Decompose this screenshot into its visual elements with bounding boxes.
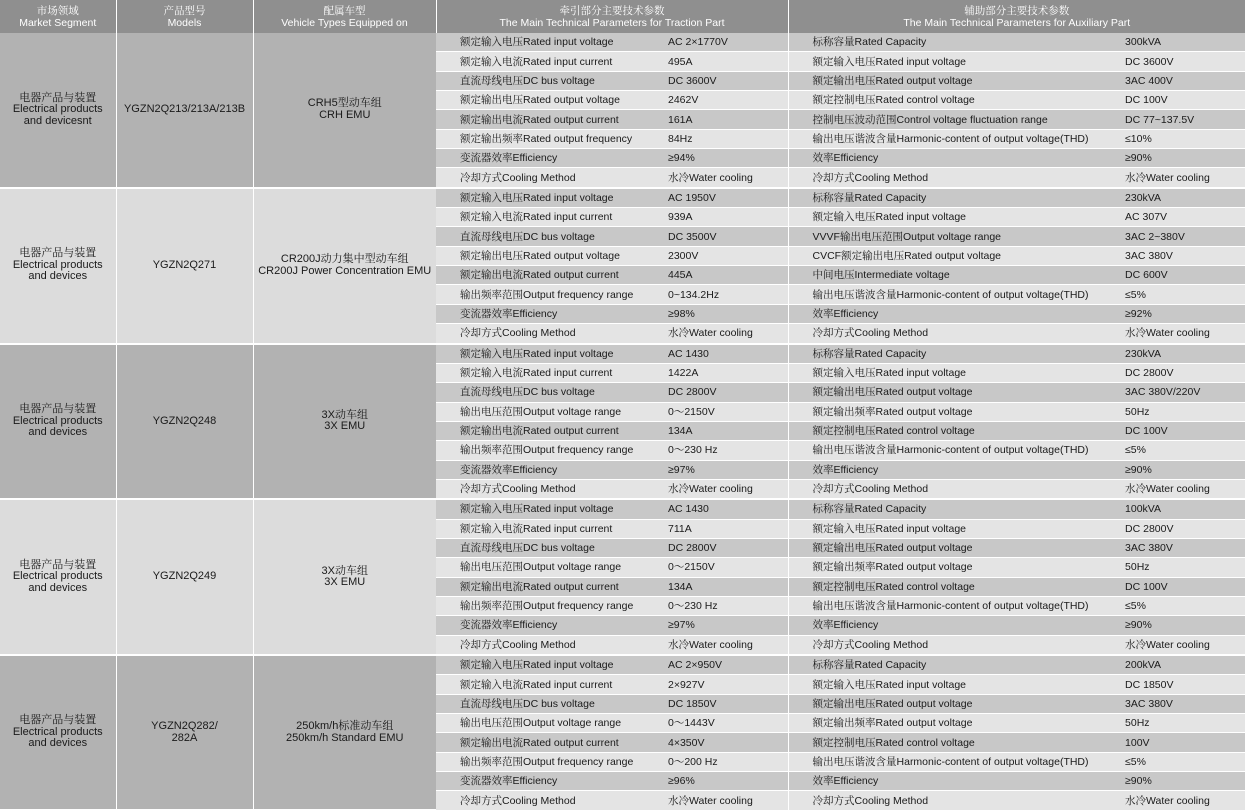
traction-param-value: 2×927V xyxy=(660,675,788,694)
model-cell xyxy=(116,499,253,655)
auxiliary-param-value: ≥90% xyxy=(1117,460,1245,479)
auxiliary-param-name: 额定输出电压Rated output voltage xyxy=(788,71,1117,90)
traction-param-name: 输出频率范围Output frequency range xyxy=(436,441,660,460)
vehicle-type-text: 3X EMU xyxy=(324,420,366,433)
auxiliary-param-name: 额定输出频率Rated output voltage xyxy=(788,558,1117,577)
model-text: YGZN2Q249 xyxy=(152,570,217,583)
vehicle-type-cell xyxy=(253,344,436,500)
auxiliary-param-name: 标称容量Rated Capacity xyxy=(788,655,1117,675)
auxiliary-param-value: 230kVA xyxy=(1117,188,1245,208)
header-models: 产品型号 Models xyxy=(116,0,253,33)
auxiliary-param-name: 输出电压谐波含量Harmonic-content of output voltage(THD) xyxy=(788,752,1117,771)
traction-param-name: 冷却方式Cooling Method xyxy=(436,168,660,188)
traction-param-value: 4×350V xyxy=(660,733,788,752)
traction-param-value: 939A xyxy=(660,208,788,227)
traction-param-name: 额定输出电流Rated output current xyxy=(436,577,660,596)
auxiliary-param-value: ≥90% xyxy=(1117,149,1245,168)
auxiliary-param-name: 输出电压谐波含量Harmonic-content of output voltage(THD) xyxy=(788,285,1117,304)
market-segment-text: and devicesnt xyxy=(23,114,92,127)
market-segment-text: and devices xyxy=(28,426,88,439)
auxiliary-param-value: DC 100V xyxy=(1117,577,1245,596)
traction-param-name: 直流母线电压DC bus voltage xyxy=(436,538,660,557)
traction-param-value: 0~134.2Hz xyxy=(660,285,788,304)
auxiliary-param-value: 100kVA xyxy=(1117,499,1245,519)
auxiliary-param-value: DC 100V xyxy=(1117,91,1245,110)
traction-param-name: 额定输入电压Rated input voltage xyxy=(436,344,660,364)
traction-param-name: 额定输出电流Rated output current xyxy=(436,733,660,752)
traction-param-value: AC 1950V xyxy=(660,188,788,208)
vehicle-type-text: CRH5型动车组 xyxy=(307,97,382,110)
traction-param-value: 0〜1443V xyxy=(660,714,788,733)
traction-param-value: ≥96% xyxy=(660,772,788,791)
traction-param-value: AC 2×950V xyxy=(660,655,788,675)
traction-param-value: 水冷Water cooling xyxy=(660,791,788,810)
auxiliary-param-value: 200kVA xyxy=(1117,655,1245,675)
product-group xyxy=(0,188,1245,344)
traction-param-name: 变流器效率Efficiency xyxy=(436,460,660,479)
auxiliary-param-name: 额定输入电压Rated input voltage xyxy=(788,208,1117,227)
traction-param-value: ≥94% xyxy=(660,149,788,168)
auxiliary-param-value: 3AC 380V/220V xyxy=(1117,383,1245,402)
auxiliary-param-name: 输出电压谐波含量Harmonic-content of output voltage(THD) xyxy=(788,596,1117,615)
traction-param-value: 2300V xyxy=(660,246,788,265)
auxiliary-param-name: 冷却方式Cooling Method xyxy=(788,168,1117,188)
product-group xyxy=(0,344,1245,500)
auxiliary-param-value: 水冷Water cooling xyxy=(1117,324,1245,344)
auxiliary-param-value: AC 307V xyxy=(1117,208,1245,227)
traction-param-value: 0〜230 Hz xyxy=(660,441,788,460)
traction-param-value: DC 2800V xyxy=(660,538,788,557)
traction-param-value: 1422A xyxy=(660,363,788,382)
auxiliary-param-value: 水冷Water cooling xyxy=(1117,479,1245,499)
market-segment-text: Electrical products xyxy=(12,570,103,583)
auxiliary-param-value: 3AC 380V xyxy=(1117,246,1245,265)
auxiliary-param-name: 额定输出频率Rated output voltage xyxy=(788,714,1117,733)
auxiliary-param-value: DC 2800V xyxy=(1117,519,1245,538)
traction-param-value: 445A xyxy=(660,266,788,285)
market-segment-text: 电器产品与装置 xyxy=(19,91,97,104)
auxiliary-param-value: ≥92% xyxy=(1117,304,1245,323)
auxiliary-param-value: 水冷Water cooling xyxy=(1117,791,1245,810)
market-segment-text: 电器产品与装置 xyxy=(19,403,97,416)
auxiliary-param-name: 额定控制电压Rated control voltage xyxy=(788,421,1117,440)
traction-param-name: 额定输入电压Rated input voltage xyxy=(436,655,660,675)
auxiliary-param-name: 冷却方式Cooling Method xyxy=(788,791,1117,810)
auxiliary-param-name: 标称容量Rated Capacity xyxy=(788,499,1117,519)
auxiliary-param-name: 标称容量Rated Capacity xyxy=(788,344,1117,364)
auxiliary-param-name: 效率Efficiency xyxy=(788,149,1117,168)
traction-param-value: DC 3600V xyxy=(660,71,788,90)
market-segment-cell xyxy=(0,344,116,500)
market-segment-text: Electrical products xyxy=(12,725,103,738)
auxiliary-param-name: 输出电压谐波含量Harmonic-content of output voltage(THD) xyxy=(788,441,1117,460)
traction-param-name: 额定输出电压Rated output voltage xyxy=(436,91,660,110)
traction-param-value: 134A xyxy=(660,421,788,440)
auxiliary-param-name: 效率Efficiency xyxy=(788,304,1117,323)
model-text: 282A xyxy=(171,731,198,744)
traction-param-name: 输出电压范围Output voltage range xyxy=(436,402,660,421)
model-cell xyxy=(116,188,253,344)
traction-param-name: 输出电压范围Output voltage range xyxy=(436,558,660,577)
traction-param-value: DC 1850V xyxy=(660,694,788,713)
table-row xyxy=(0,499,1245,519)
traction-param-name: 额定输出频率Rated output frequency xyxy=(436,129,660,148)
traction-param-value: 84Hz xyxy=(660,129,788,148)
traction-param-value: AC 2×1770V xyxy=(660,33,788,52)
vehicle-type-text: CR200J Power Concentration EMU xyxy=(258,264,432,277)
traction-param-value: 495A xyxy=(660,52,788,71)
traction-param-name: 冷却方式Cooling Method xyxy=(436,791,660,810)
vehicle-type-text: 3X动车组 xyxy=(321,408,368,421)
auxiliary-param-value: ≤10% xyxy=(1117,129,1245,148)
vehicle-type-text: 3X动车组 xyxy=(321,564,368,577)
traction-param-value: ≥97% xyxy=(660,616,788,635)
traction-param-name: 额定输入电流Rated input current xyxy=(436,52,660,71)
traction-param-name: 冷却方式Cooling Method xyxy=(436,479,660,499)
auxiliary-param-name: 额定控制电压Rated control voltage xyxy=(788,577,1117,596)
auxiliary-param-name: 标称容量Rated Capacity xyxy=(788,33,1117,52)
auxiliary-param-value: ≥90% xyxy=(1117,772,1245,791)
traction-param-name: 变流器效率Efficiency xyxy=(436,304,660,323)
model-cell xyxy=(116,33,253,188)
vehicle-type-cell xyxy=(253,655,436,810)
auxiliary-param-value: 3AC 400V xyxy=(1117,71,1245,90)
market-segment-text: 电器产品与装置 xyxy=(19,558,97,571)
auxiliary-param-value: DC 3600V xyxy=(1117,52,1245,71)
table-row xyxy=(0,655,1245,675)
auxiliary-param-name: 控制电压波动范围Control voltage fluctuation range xyxy=(788,110,1117,129)
auxiliary-param-value: DC 600V xyxy=(1117,266,1245,285)
auxiliary-param-name: 额定输出电压Rated output voltage xyxy=(788,538,1117,557)
auxiliary-param-name: 效率Efficiency xyxy=(788,616,1117,635)
market-segment-text: and devices xyxy=(28,737,88,750)
product-group xyxy=(0,655,1245,810)
header-market-segment: 市场领域 Market Segment xyxy=(0,0,116,33)
header-auxiliary-parameters: 辅助部分主要技术参数 The Main Technical Parameters for Auxiliary Part xyxy=(788,0,1245,33)
market-segment-cell xyxy=(0,188,116,344)
traction-param-name: 输出频率范围Output frequency range xyxy=(436,285,660,304)
traction-param-value: 2462V xyxy=(660,91,788,110)
traction-param-name: 额定输入电流Rated input current xyxy=(436,675,660,694)
traction-param-value: 161A xyxy=(660,110,788,129)
auxiliary-param-value: 50Hz xyxy=(1117,558,1245,577)
auxiliary-param-value: 3AC 2~380V xyxy=(1117,227,1245,246)
traction-param-value: 水冷Water cooling xyxy=(660,635,788,655)
traction-param-name: 额定输入电压Rated input voltage xyxy=(436,499,660,519)
auxiliary-param-value: DC 1850V xyxy=(1117,675,1245,694)
table-header-row xyxy=(0,0,1245,33)
traction-param-name: 额定输出电流Rated output current xyxy=(436,421,660,440)
traction-param-value: 水冷Water cooling xyxy=(660,324,788,344)
header-vehicle-types: 配属车型 Vehicle Types Equipped on xyxy=(253,0,436,33)
auxiliary-param-name: 冷却方式Cooling Method xyxy=(788,479,1117,499)
market-segment-text: Electrical products xyxy=(12,414,103,427)
market-segment-text: 电器产品与装置 xyxy=(19,247,97,260)
auxiliary-param-value: DC 2800V xyxy=(1117,363,1245,382)
market-segment-cell xyxy=(0,33,116,188)
traction-param-value: DC 2800V xyxy=(660,383,788,402)
traction-param-name: 额定输出电流Rated output current xyxy=(436,110,660,129)
vehicle-type-text: 250km/h标准动车组 xyxy=(296,720,394,733)
auxiliary-param-value: ≤5% xyxy=(1117,752,1245,771)
auxiliary-param-value: 3AC 380V xyxy=(1117,694,1245,713)
auxiliary-param-value: ≤5% xyxy=(1117,285,1245,304)
traction-param-name: 输出频率范围Output frequency range xyxy=(436,596,660,615)
traction-param-value: AC 1430 xyxy=(660,344,788,364)
auxiliary-param-name: 额定输入电压Rated input voltage xyxy=(788,363,1117,382)
auxiliary-param-value: 230kVA xyxy=(1117,344,1245,364)
auxiliary-param-name: 额定输出电压Rated output voltage xyxy=(788,383,1117,402)
traction-param-value: 0〜2150V xyxy=(660,558,788,577)
auxiliary-param-value: 300kVA xyxy=(1117,33,1245,52)
auxiliary-param-value: ≤5% xyxy=(1117,596,1245,615)
traction-param-name: 额定输出电压Rated output voltage xyxy=(436,246,660,265)
traction-param-name: 直流母线电压DC bus voltage xyxy=(436,71,660,90)
traction-param-value: 0〜2150V xyxy=(660,402,788,421)
traction-param-value: 0〜200 Hz xyxy=(660,752,788,771)
vehicle-type-cell xyxy=(253,188,436,344)
auxiliary-param-value: 50Hz xyxy=(1117,402,1245,421)
traction-param-value: AC 1430 xyxy=(660,499,788,519)
table-row xyxy=(0,188,1245,208)
model-text: YGZN2Q271 xyxy=(152,258,217,271)
vehicle-type-text: CR200J动力集中型动车组 xyxy=(280,253,409,266)
auxiliary-param-name: 额定输入电压Rated input voltage xyxy=(788,675,1117,694)
market-segment-text: and devices xyxy=(28,581,88,594)
traction-param-name: 额定输入电流Rated input current xyxy=(436,363,660,382)
vehicle-type-cell xyxy=(253,499,436,655)
auxiliary-param-name: 冷却方式Cooling Method xyxy=(788,324,1117,344)
auxiliary-param-name: 额定输出电压Rated output voltage xyxy=(788,694,1117,713)
traction-param-value: ≥98% xyxy=(660,304,788,323)
traction-param-value: 0〜230 Hz xyxy=(660,596,788,615)
auxiliary-param-name: 效率Efficiency xyxy=(788,772,1117,791)
traction-param-name: 冷却方式Cooling Method xyxy=(436,324,660,344)
traction-param-value: 水冷Water cooling xyxy=(660,168,788,188)
auxiliary-param-name: 效率Efficiency xyxy=(788,460,1117,479)
model-cell xyxy=(116,655,253,810)
auxiliary-param-value: 水冷Water cooling xyxy=(1117,168,1245,188)
auxiliary-param-value: 3AC 380V xyxy=(1117,538,1245,557)
market-segment-text: 电器产品与装置 xyxy=(19,714,97,727)
auxiliary-param-name: 额定控制电压Rated control voltage xyxy=(788,91,1117,110)
auxiliary-param-name: 额定控制电压Rated control voltage xyxy=(788,733,1117,752)
auxiliary-param-value: 50Hz xyxy=(1117,714,1245,733)
auxiliary-param-name: 标称容量Rated Capacity xyxy=(788,188,1117,208)
traction-param-name: 变流器效率Efficiency xyxy=(436,616,660,635)
traction-param-name: 变流器效率Efficiency xyxy=(436,149,660,168)
traction-param-value: 水冷Water cooling xyxy=(660,479,788,499)
vehicle-type-text: CRH EMU xyxy=(319,108,371,121)
auxiliary-param-name: 输出电压谐波含量Harmonic-content of output voltage(THD) xyxy=(788,129,1117,148)
auxiliary-param-value: ≥90% xyxy=(1117,616,1245,635)
market-segment-text: Electrical products xyxy=(12,103,103,116)
traction-param-value: 711A xyxy=(660,519,788,538)
auxiliary-param-value: DC 100V xyxy=(1117,421,1245,440)
model-text: YGZN2Q213/213A/213B xyxy=(123,103,246,116)
auxiliary-param-name: 冷却方式Cooling Method xyxy=(788,635,1117,655)
auxiliary-param-value: 水冷Water cooling xyxy=(1117,635,1245,655)
traction-param-name: 冷却方式Cooling Method xyxy=(436,635,660,655)
auxiliary-param-name: 中间电压Intermediate voltage xyxy=(788,266,1117,285)
auxiliary-param-value: 100V xyxy=(1117,733,1245,752)
vehicle-type-text: 250km/h Standard EMU xyxy=(286,731,404,744)
auxiliary-param-value: DC 77~137.5V xyxy=(1117,110,1245,129)
model-text: YGZN2Q282/ xyxy=(151,720,218,733)
auxiliary-param-value: ≤5% xyxy=(1117,441,1245,460)
traction-param-name: 额定输入电流Rated input current xyxy=(436,519,660,538)
table-row xyxy=(0,344,1245,364)
product-group xyxy=(0,33,1245,188)
vehicle-type-text: 3X EMU xyxy=(324,576,366,589)
auxiliary-param-name: 额定输出频率Rated output voltage xyxy=(788,402,1117,421)
auxiliary-param-name: CVCF额定输出电压Rated output voltage xyxy=(788,246,1117,265)
traction-param-value: ≥97% xyxy=(660,460,788,479)
traction-param-name: 额定输入电压Rated input voltage xyxy=(436,188,660,208)
traction-param-value: 134A xyxy=(660,577,788,596)
traction-param-name: 额定输出电流Rated output current xyxy=(436,266,660,285)
vehicle-type-cell xyxy=(253,33,436,188)
traction-param-name: 额定输入电压Rated input voltage xyxy=(436,33,660,52)
auxiliary-param-name: 额定输入电压Rated input voltage xyxy=(788,52,1117,71)
traction-param-name: 额定输入电流Rated input current xyxy=(436,208,660,227)
traction-param-name: 输出频率范围Output frequency range xyxy=(436,752,660,771)
traction-param-value: DC 3500V xyxy=(660,227,788,246)
traction-param-name: 直流母线电压DC bus voltage xyxy=(436,227,660,246)
model-cell xyxy=(116,344,253,500)
auxiliary-param-name: 额定输入电压Rated input voltage xyxy=(788,519,1117,538)
market-segment-text: and devices xyxy=(28,270,88,283)
market-segment-cell xyxy=(0,655,116,810)
auxiliary-param-name: VVVF输出电压范围Output voltage range xyxy=(788,227,1117,246)
traction-param-name: 变流器效率Efficiency xyxy=(436,772,660,791)
market-segment-cell xyxy=(0,499,116,655)
header-traction-parameters: 牵引部分主要技术参数 The Main Technical Parameters for Traction Part xyxy=(436,0,788,33)
product-group xyxy=(0,499,1245,655)
traction-param-name: 直流母线电压DC bus voltage xyxy=(436,383,660,402)
market-segment-text: Electrical products xyxy=(12,258,103,271)
traction-param-name: 直流母线电压DC bus voltage xyxy=(436,694,660,713)
traction-param-name: 输出电压范围Output voltage range xyxy=(436,714,660,733)
table-row xyxy=(0,33,1245,52)
model-text: YGZN2Q248 xyxy=(152,414,217,427)
